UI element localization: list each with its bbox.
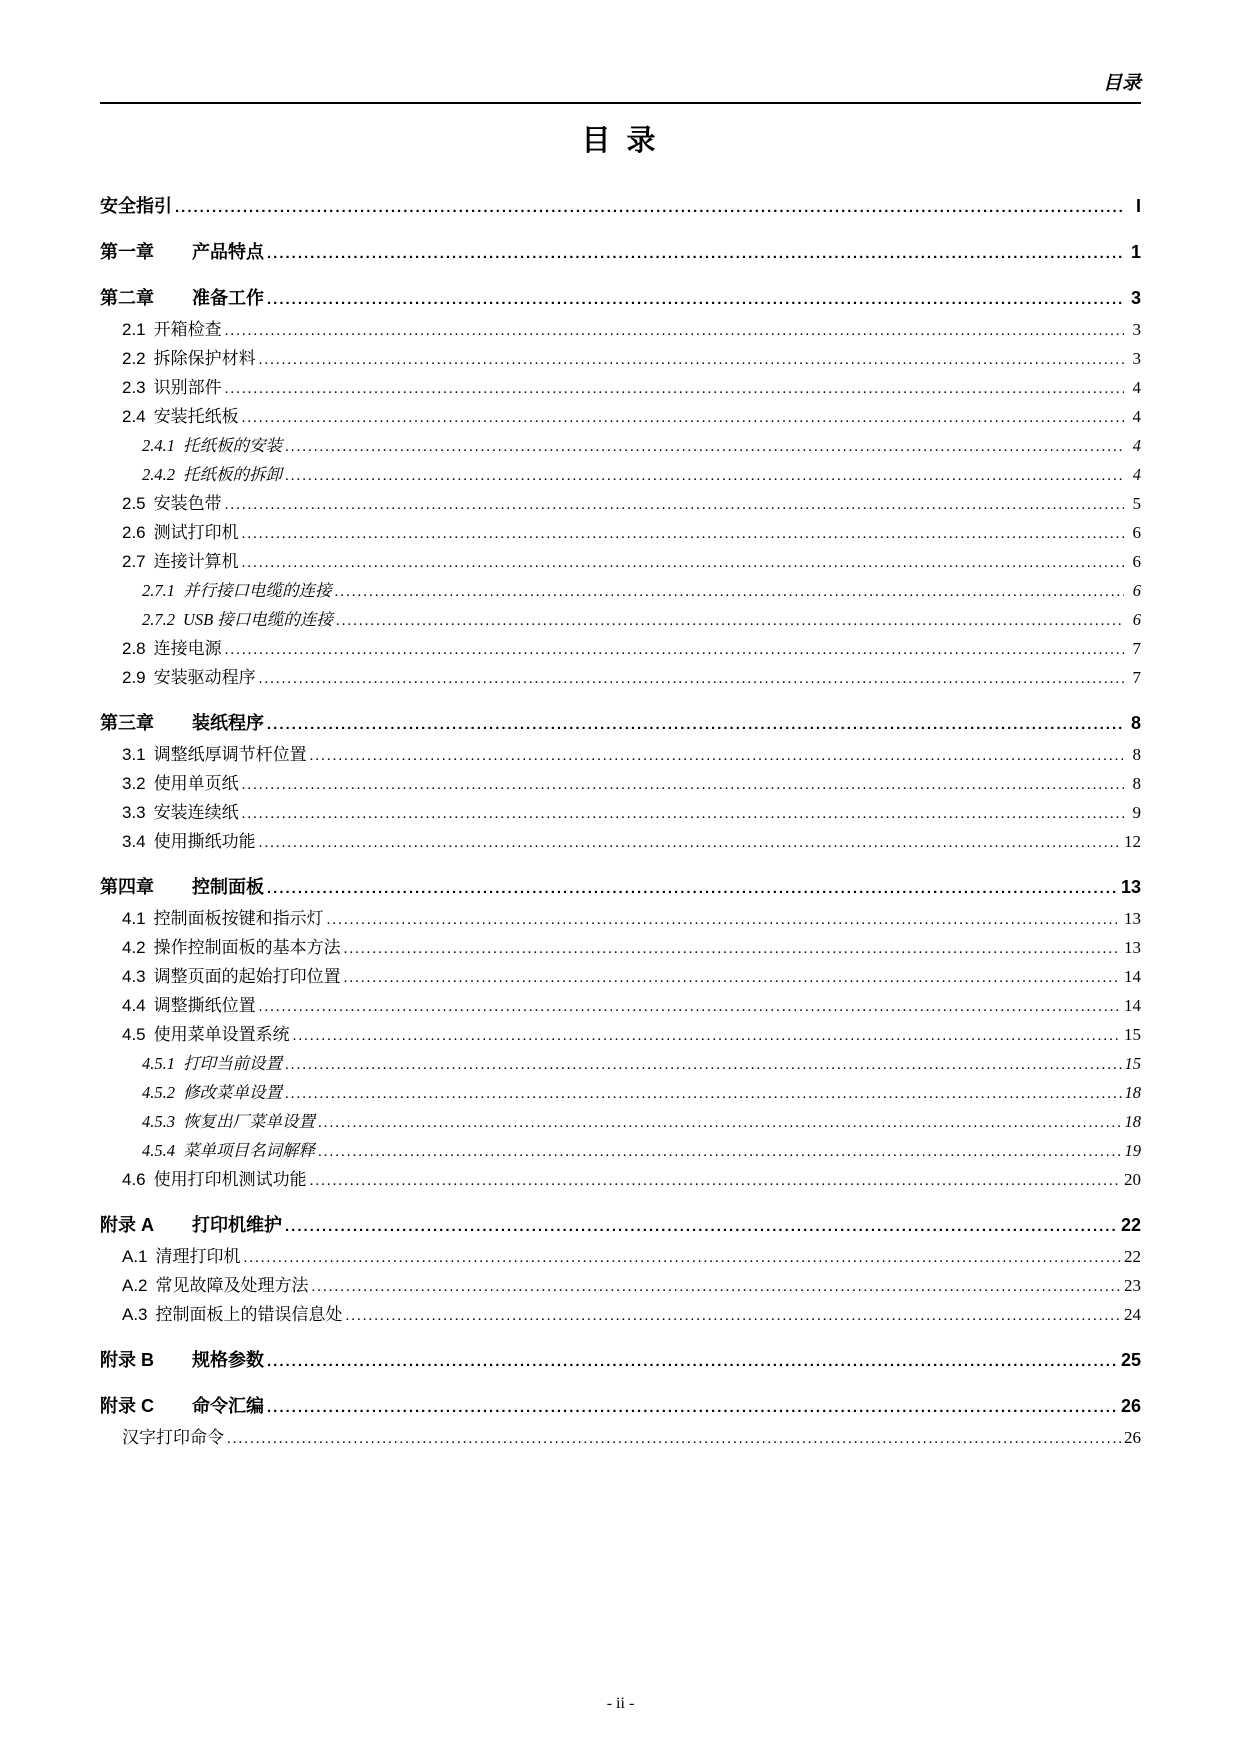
toc-entry-label: 汉字打印命令 <box>122 1428 224 1447</box>
toc-entry-number: 2.6 <box>122 523 146 542</box>
toc-entry-number: 2.7.1 <box>142 581 175 600</box>
toc-entry-number: 第一章 <box>100 242 154 262</box>
toc-entry-page: 26 <box>1124 1428 1141 1447</box>
toc-entry-page: 26 <box>1120 1396 1141 1416</box>
dot-leader <box>293 1021 1121 1050</box>
toc-row <box>100 316 1141 345</box>
toc-entry-label: 恢复出厂菜单设置 <box>183 1112 315 1131</box>
dot-leader <box>244 1243 1121 1272</box>
toc-row <box>100 548 1141 577</box>
toc-entry-number: 附录 A <box>100 1215 154 1235</box>
dot-leader <box>344 934 1121 963</box>
toc-row <box>100 905 1141 934</box>
toc-entry-label: 测试打印机 <box>153 523 239 542</box>
toc-entry-label: 使用菜单设置系统 <box>153 1025 290 1044</box>
toc-entry-label: 控制面板按键和指示灯 <box>153 909 324 928</box>
toc-entry-number: 第二章 <box>100 288 154 308</box>
toc-entry-label: 修改菜单设置 <box>183 1083 282 1102</box>
dot-leader <box>285 432 1124 461</box>
toc-entry-label: 安装托纸板 <box>153 407 239 426</box>
dot-leader <box>259 992 1121 1021</box>
toc-entry-page: 6 <box>1132 610 1141 629</box>
toc-entry-label: 准备工作 <box>192 288 264 308</box>
toc-entry-page: 24 <box>1124 1305 1141 1324</box>
toc-entry-page: 22 <box>1120 1215 1141 1235</box>
toc-entry-label: 菜单项目名词解释 <box>183 1141 315 1160</box>
dot-leader <box>346 1301 1121 1330</box>
toc-entry-page: 9 <box>1132 803 1141 822</box>
toc-entry-page: 18 <box>1124 1083 1141 1102</box>
toc-entry-page: 15 <box>1124 1025 1141 1044</box>
toc-entry-page: 8 <box>1130 713 1141 733</box>
toc-row <box>100 873 1141 903</box>
toc-entry-number: 2.4.1 <box>142 436 175 455</box>
toc-row <box>100 374 1141 403</box>
toc-row <box>100 1272 1141 1301</box>
toc-entry-number: 2.4.2 <box>142 465 175 484</box>
toc-entry-label: 使用单页纸 <box>153 774 239 793</box>
toc-row <box>100 934 1141 963</box>
dot-leader <box>175 192 1124 222</box>
toc-entry-page: 8 <box>1132 745 1141 764</box>
toc-entry-page: 12 <box>1124 832 1141 851</box>
toc-entry-number: 2.8 <box>122 639 146 658</box>
header-section-label: 目录 <box>1102 73 1141 94</box>
dot-leader <box>285 1050 1122 1079</box>
toc-row <box>100 403 1141 432</box>
toc-row <box>100 461 1141 490</box>
toc-entry-label: 产品特点 <box>192 242 264 262</box>
toc-row <box>100 1079 1141 1108</box>
toc-row <box>100 1211 1141 1241</box>
toc-entry-page: 4 <box>1132 436 1141 455</box>
toc-entry-page: 13 <box>1124 938 1141 957</box>
toc-entry-label: 识别部件 <box>153 378 222 397</box>
toc-entry-number: 2.3 <box>122 378 146 397</box>
dot-leader <box>267 238 1124 268</box>
toc-entry-label: 安装驱动程序 <box>153 668 256 687</box>
dot-leader <box>267 873 1118 903</box>
toc-row <box>100 1108 1141 1137</box>
toc-entry-page: 4 <box>1132 465 1141 484</box>
toc-entry-number: 3.1 <box>122 745 146 764</box>
dot-leader <box>227 1424 1121 1453</box>
toc-entry-page: 22 <box>1124 1247 1141 1266</box>
dot-leader <box>285 1079 1122 1108</box>
toc-row <box>100 635 1141 664</box>
toc-entry-number: 4.6 <box>122 1170 146 1189</box>
toc-row <box>100 741 1141 770</box>
page-title: 目 录 <box>581 125 660 157</box>
toc-entry-label: USB 接口电缆的连接 <box>183 610 333 629</box>
toc-entry-label: 操作控制面板的基本方法 <box>153 938 341 957</box>
toc-entry-label: 使用打印机测试功能 <box>153 1170 307 1189</box>
dot-leader <box>344 963 1121 992</box>
toc-row <box>100 1050 1141 1079</box>
toc-row <box>100 432 1141 461</box>
toc-entry-number: 2.7 <box>122 552 146 571</box>
dot-leader <box>242 548 1124 577</box>
dot-leader <box>312 1272 1121 1301</box>
toc-row <box>100 1346 1141 1376</box>
toc-row <box>100 1166 1141 1195</box>
toc-row <box>100 1424 1141 1453</box>
toc-entry-page: 3 <box>1130 288 1141 308</box>
toc-entry-page: 8 <box>1132 774 1141 793</box>
toc-row <box>100 577 1141 606</box>
toc-entry-number: A.1 <box>122 1247 148 1266</box>
toc-entry-number: 2.7.2 <box>142 610 175 629</box>
toc-entry-label: 并行接口电缆的连接 <box>183 581 332 600</box>
dot-leader <box>225 490 1124 519</box>
toc-entry-number: 3.4 <box>122 832 146 851</box>
toc-entry-number: 4.5.4 <box>142 1141 175 1160</box>
toc-row <box>100 490 1141 519</box>
toc-entry-page: 3 <box>1132 320 1141 339</box>
toc-entry-number: 4.5 <box>122 1025 146 1044</box>
toc-entry-page: 18 <box>1124 1112 1141 1131</box>
toc-entry-number: 2.4 <box>122 407 146 426</box>
dot-leader <box>242 770 1124 799</box>
toc-entry-label: 调整纸厚调节杆位置 <box>153 745 307 764</box>
toc-entry-label: 装纸程序 <box>192 713 264 733</box>
dot-leader <box>335 577 1125 606</box>
toc-row <box>100 992 1141 1021</box>
toc-entry-label: 常见故障及处理方法 <box>155 1276 309 1295</box>
dot-leader <box>267 1392 1118 1422</box>
dot-leader <box>267 1346 1118 1376</box>
toc-entry-label: 拆除保护材料 <box>153 349 256 368</box>
toc-entry-page: 6 <box>1132 523 1141 542</box>
toc-entry-page: 19 <box>1124 1141 1141 1160</box>
toc-entry-page: I <box>1135 196 1141 216</box>
toc-entry-number: 4.5.2 <box>142 1083 175 1102</box>
toc-entry-label: 控制面板 <box>192 877 264 897</box>
toc-entry-number: 4.4 <box>122 996 146 1015</box>
toc-entry-page: 6 <box>1132 581 1141 600</box>
dot-leader <box>267 709 1124 739</box>
toc-row <box>100 770 1141 799</box>
toc-entry-page: 7 <box>1132 639 1141 658</box>
dot-leader <box>225 635 1124 664</box>
toc-entry-number: 4.2 <box>122 938 146 957</box>
toc-row <box>100 963 1141 992</box>
toc-entry-label: 打印当前设置 <box>183 1054 282 1073</box>
toc-entry-number: 附录 B <box>100 1350 154 1370</box>
toc-entry-label: 命令汇编 <box>192 1396 264 1416</box>
dot-leader <box>242 403 1124 432</box>
toc-entry-page: 25 <box>1120 1350 1141 1370</box>
dot-leader <box>285 461 1124 490</box>
dot-leader <box>259 345 1124 374</box>
toc-row <box>100 1021 1141 1050</box>
toc-entry-number: 4.5.3 <box>142 1112 175 1131</box>
toc-entry-page: 4 <box>1132 378 1141 397</box>
toc-entry-label: 使用撕纸功能 <box>153 832 256 851</box>
toc-row <box>100 519 1141 548</box>
toc-entry-label: 开箱检查 <box>153 320 222 339</box>
toc-row <box>100 799 1141 828</box>
toc-entry-page: 7 <box>1132 668 1141 687</box>
toc-row <box>100 1243 1141 1272</box>
toc-entry-label: 安全指引 <box>100 196 172 216</box>
dot-leader <box>310 1166 1121 1195</box>
toc-row <box>100 345 1141 374</box>
dot-leader <box>318 1137 1122 1166</box>
toc-entry-page: 23 <box>1124 1276 1141 1295</box>
dot-leader <box>259 828 1121 857</box>
toc-entry-page: 4 <box>1132 407 1141 426</box>
dot-leader <box>267 284 1124 314</box>
toc-row <box>100 606 1141 635</box>
toc-entry-page: 13 <box>1120 877 1141 897</box>
dot-leader <box>225 374 1124 403</box>
toc-entry-number: 第四章 <box>100 877 154 897</box>
toc-list <box>100 176 1141 1453</box>
toc-entry-number: 4.5.1 <box>142 1054 175 1073</box>
toc-entry-label: 连接电源 <box>153 639 222 658</box>
toc-row <box>100 284 1141 314</box>
toc-entry-label: 连接计算机 <box>153 552 239 571</box>
toc-entry-number: 4.1 <box>122 909 146 928</box>
toc-entry-label: 调整页面的起始打印位置 <box>153 967 341 986</box>
toc-entry-number: 2.9 <box>122 668 146 687</box>
toc-entry-page: 15 <box>1124 1054 1141 1073</box>
toc-entry-label: 托纸板的安装 <box>183 436 282 455</box>
toc-row <box>100 238 1141 268</box>
toc-row <box>100 664 1141 693</box>
page-header <box>100 68 1141 104</box>
toc-entry-label: 规格参数 <box>192 1350 264 1370</box>
toc-row <box>100 709 1141 739</box>
toc-entry-number: 3.3 <box>122 803 146 822</box>
toc-entry-number: A.2 <box>122 1276 148 1295</box>
toc-entry-page: 5 <box>1132 494 1141 513</box>
toc-entry-page: 20 <box>1124 1170 1141 1189</box>
toc-entry-label: 托纸板的拆卸 <box>183 465 282 484</box>
dot-leader <box>242 519 1124 548</box>
dot-leader <box>327 905 1121 934</box>
toc-entry-page: 1 <box>1130 242 1141 262</box>
dot-leader <box>336 606 1124 635</box>
toc-entry-number: A.3 <box>122 1305 148 1324</box>
toc-entry-label: 打印机维护 <box>192 1215 282 1235</box>
toc-entry-page: 14 <box>1124 967 1141 986</box>
toc-entry-label: 控制面板上的错误信息处 <box>155 1305 343 1324</box>
toc-row <box>100 192 1141 222</box>
toc-row <box>100 1301 1141 1330</box>
dot-leader <box>225 316 1124 345</box>
dot-leader <box>318 1108 1122 1137</box>
toc-entry-number: 3.2 <box>122 774 146 793</box>
toc-entry-page: 13 <box>1124 909 1141 928</box>
toc-entry-number: 4.3 <box>122 967 146 986</box>
dot-leader <box>310 741 1124 770</box>
toc-entry-label: 清理打印机 <box>155 1247 241 1266</box>
toc-row <box>100 828 1141 857</box>
toc-entry-number: 2.1 <box>122 320 146 339</box>
page-footer: - ii - <box>606 1695 635 1712</box>
toc-entry-number: 2.2 <box>122 349 146 368</box>
toc-row <box>100 1137 1141 1166</box>
dot-leader <box>285 1211 1118 1241</box>
toc-entry-label: 安装色带 <box>153 494 222 513</box>
dot-leader <box>242 799 1124 828</box>
dot-leader <box>259 664 1124 693</box>
toc-entry-label: 调整撕纸位置 <box>153 996 256 1015</box>
toc-entry-page: 3 <box>1132 349 1141 368</box>
toc-entry-number: 附录 C <box>100 1396 154 1416</box>
toc-entry-page: 6 <box>1132 552 1141 571</box>
toc-entry-page: 14 <box>1124 996 1141 1015</box>
toc-entry-number: 2.5 <box>122 494 146 513</box>
toc-entry-label: 安装连续纸 <box>153 803 239 822</box>
toc-row <box>100 1392 1141 1422</box>
toc-entry-number: 第三章 <box>100 713 154 733</box>
